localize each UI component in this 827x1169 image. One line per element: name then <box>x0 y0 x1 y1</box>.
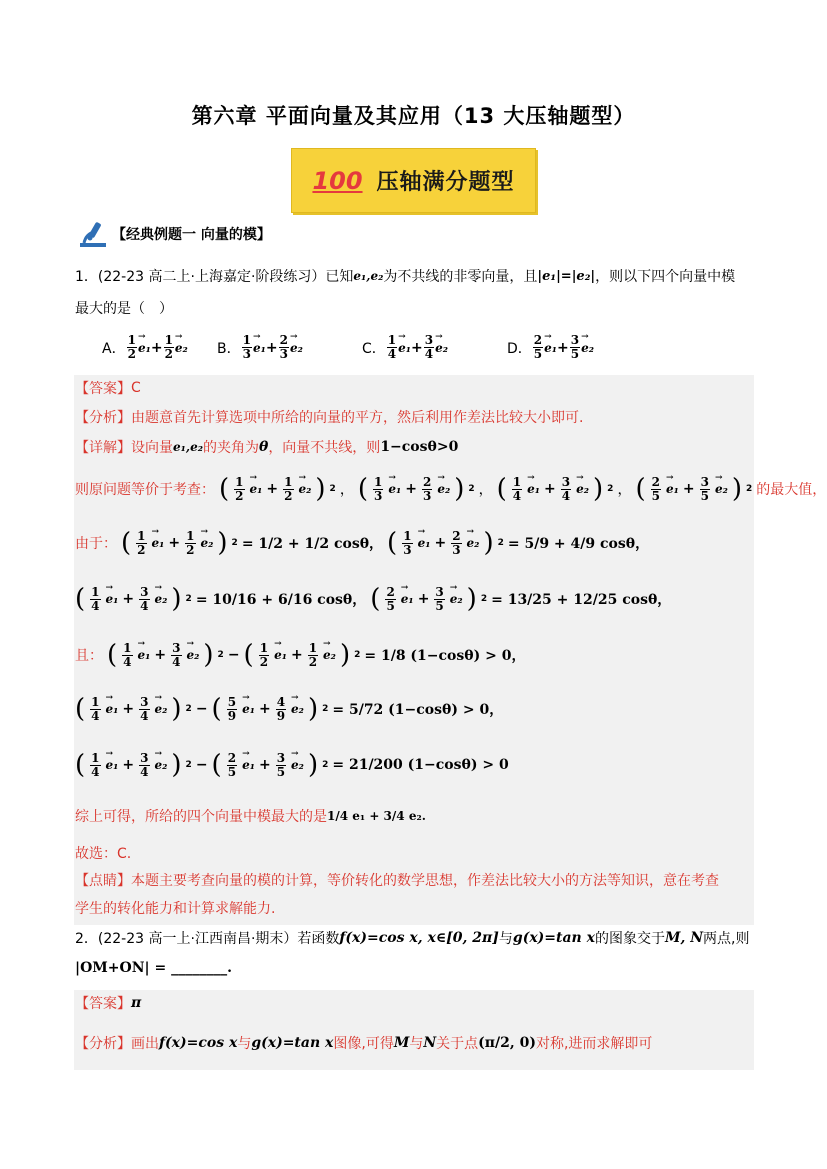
equation: = 1/8 (1−cosθ) > 0， <box>364 648 526 664</box>
analysis-line-2 <box>75 1033 652 1053</box>
question-2-tail: 两点,则 <box>703 931 750 947</box>
fraction: $\frac{3}{4}$ <box>424 333 434 361</box>
option-c[interactable]: C． $\frac{1}{4}$ → e₁ + $\frac{3}{4}$ → e₂ <box>362 334 507 361</box>
vector-pair: e₁,e₂ <box>353 269 384 283</box>
detail-tag: 【详解】 <box>75 440 131 456</box>
question-1-line-2: 最大的是（ ） <box>75 301 173 317</box>
detail-line-4: ( $\frac{1}{4}$ → e₁ + $\frac{3}{4}$ → e₂ ) 2 = 10/16 + 6/16 cosθ， ( $\frac{2}{5}$ → e₁ + $\frac{3}{5}$ → e₂ ) 2 = 13/25 + 12/25 cosθ， <box>75 584 671 614</box>
vector-pair: e₁,e₂ <box>173 440 203 454</box>
function-f: f(x)=cos x, x∈[0, 2π] <box>339 930 499 946</box>
detail-line-1 <box>75 437 458 457</box>
equation: = 10/16 + 6/16 cosθ， <box>195 592 367 608</box>
choose-line: 故选：C. <box>75 846 132 862</box>
banner-text: 压轴满分题型 <box>376 170 515 195</box>
option-a[interactable]: A． $\frac{1}{2}$ → e₁ + $\frac{1}{2}$ → e₂ <box>102 334 217 361</box>
point-n: N <box>423 1035 437 1051</box>
answer-tag: 【答案】 <box>75 381 131 397</box>
detail-line-3: 由于： ( $\frac{1}{2}$ → e₁ + $\frac{1}{2}$ → e₂ ) 2 = 1/2 + 1/2 cosθ， ( $\frac{1}{3}$ → e₁ + $\frac{2}{3}$ → e₂ ) 2 = 5/9 + 4/9 cosθ， <box>75 528 649 558</box>
question-1-suffix: ，则以下四个向量中模 <box>595 269 736 285</box>
option-label: B． <box>217 340 241 357</box>
microscope-icon <box>78 220 108 248</box>
fraction: $\frac{1}{2}$ <box>164 333 173 361</box>
detail-text: 设向量 <box>131 440 173 456</box>
question-1-source: 1．(22-23 高二上·上海嘉定·阶段练习）已知 <box>75 269 354 285</box>
detail-text: 则原问题等价于考查： <box>75 482 215 498</box>
conclusion-vector: 1/4 e₁ + 3/4 e₂. <box>327 809 426 823</box>
question-2-line-1 <box>75 928 749 948</box>
analysis-text: 图像,可得 <box>333 1036 394 1052</box>
detail-text: 且： <box>75 648 103 664</box>
section-header <box>78 220 271 248</box>
comment-line-1 <box>75 870 719 890</box>
detail-line-6: ( $\frac{1}{4}$ → e₁ + $\frac{3}{4}$ → e₂ ) 2 − ( $\frac{5}{9}$ → e₁ + $\frac{4}{9}$ → e₂ ) 2 = 5/72 (1−cosθ) > 0， <box>75 694 503 724</box>
option-label: A． <box>102 340 126 357</box>
equation: = 1/2 + 1/2 cosθ， <box>241 536 384 552</box>
analysis-text: 关于点 <box>436 1036 479 1052</box>
vector-e1: → e₁ <box>138 341 151 355</box>
answer-value: C <box>131 380 141 396</box>
conclusion-text: 综上可得，所给的四个向量中模最大的是 <box>75 809 327 825</box>
question-2-mid: 的图象交于 <box>594 931 665 947</box>
banner <box>291 148 536 213</box>
theta: θ <box>258 439 269 455</box>
question-1-mid: 为不共线的非零向量，且 <box>383 269 538 285</box>
equation: = 5/9 + 4/9 cosθ， <box>507 536 650 552</box>
detail-text: ，向量不共线，则 <box>268 440 381 456</box>
comment-tag: 【点睛】 <box>75 873 131 889</box>
analysis-text: 对称,进而求解即可 <box>535 1036 653 1052</box>
inequality: 1−cosθ>0 <box>380 439 459 455</box>
analysis-line <box>75 407 583 427</box>
page-title: 第六章 平面向量及其应用（13 大压轴题型） <box>191 104 636 128</box>
function-f: f(x)=cos x <box>159 1035 238 1051</box>
function-g: g(x)=tan x <box>512 930 595 946</box>
analysis-text: 与 <box>409 1036 424 1052</box>
analysis-tag: 【分析】 <box>75 1036 131 1052</box>
option-label: C． <box>362 340 386 357</box>
fraction: $\frac{2}{5}$ <box>533 333 543 361</box>
vector-e2: → e₂ <box>175 341 188 355</box>
detail-text: 由于： <box>75 536 117 552</box>
detail-line-2: 则原问题等价于考查： ( $\frac{1}{2}$ → e₁ + $\frac{1}{2}$ → e₂ ) 2 ， ( $\frac{1}{3}$ → e₁ + $\frac{2}{3}$ → e₂ ) 2 ， ( $\frac{1}{4}$ → e₁ + $\frac{3}{4}$ → e₂ ) 2 ， ( $\frac{2}{5}$ → e₁ + $\frac{3}{5}$ → e₂ ) 2 的最大值， <box>75 474 826 504</box>
connector: 与 <box>498 931 513 947</box>
option-b[interactable]: B． $\frac{1}{3}$ → e₁ + $\frac{2}{3}$ → e₂ <box>217 334 362 361</box>
answer-line-2 <box>75 993 141 1013</box>
analysis-text: 与 <box>237 1036 252 1052</box>
option-label: D． <box>507 340 532 357</box>
detail-line-7: ( $\frac{1}{4}$ → e₁ + $\frac{3}{4}$ → e₂ ) 2 − ( $\frac{2}{5}$ → e₁ + $\frac{3}{5}$ → e₂ ) 2 = 21/200 (1−cosθ) > 0 <box>75 750 509 780</box>
fraction: $\frac{3}{5}$ <box>570 333 580 361</box>
function-g: g(x)=tan x <box>251 1035 334 1051</box>
vector-e1: → e₁ <box>544 341 557 355</box>
point-m: M <box>393 1035 410 1051</box>
points-mn: M, N <box>664 930 704 946</box>
detail-line-5: 且： ( $\frac{1}{4}$ → e₁ + $\frac{3}{4}$ → e₂ ) 2 − ( $\frac{1}{2}$ → e₁ + $\frac{1}{2}$ → e₂ ) 2 = 1/8 (1−cosθ) > 0， <box>75 640 525 670</box>
equation: = 13/25 + 12/25 cosθ， <box>491 592 672 608</box>
vector-e2: → e₂ <box>581 341 594 355</box>
equation: = 21/200 (1−cosθ) > 0 <box>332 757 509 773</box>
vector-e2: → e₂ <box>290 341 303 355</box>
hundred-points-icon: 100 <box>312 166 363 195</box>
analysis-tag: 【分析】 <box>75 410 131 426</box>
vector-e2: → e₂ <box>435 341 448 355</box>
question-2-source: 2．(22-23 高一上·江西南昌·期末）若函数 <box>75 931 340 947</box>
fraction: $\frac{1}{2}$ <box>127 333 136 361</box>
option-d[interactable]: D． $\frac{2}{5}$ → e₁ + $\frac{3}{5}$ → e₂ <box>507 334 617 361</box>
conclusion-line <box>75 806 426 826</box>
question-2-line-2 <box>75 960 232 976</box>
section-label: 【经典例题一 向量的模】 <box>112 227 271 243</box>
answer-line <box>75 378 141 398</box>
fraction: $\frac{2}{3}$ <box>279 333 288 361</box>
detail-text: 的最大值， <box>756 482 827 498</box>
equation: = 5/72 (1−cosθ) > 0， <box>332 702 504 718</box>
detail-text: 的夹角为 <box>202 440 259 456</box>
vector-e1: → e₁ <box>253 341 266 355</box>
solution-block-2 <box>74 990 754 1070</box>
fraction: $\frac{1}{3}$ <box>242 333 251 361</box>
vector-e1: → e₁ <box>398 341 411 355</box>
answer-tag: 【答案】 <box>75 996 131 1012</box>
abs-equality: |e₁|=|e₂| <box>537 268 596 284</box>
analysis-text: 由题意首先计算选项中所给的向量的平方，然后利用作差法比较大小即可. <box>131 410 584 426</box>
fraction: $\frac{1}{4}$ <box>387 333 397 361</box>
question-1-line-1 <box>75 266 735 286</box>
question-1-options <box>102 334 617 361</box>
comment-text: 本题主要考查向量的模的计算，等价转化的数学思想，作差法比较大小的方法等知识，意在考查 <box>131 873 719 889</box>
comment-line-2: 学生的转化能力和计算求解能力. <box>75 901 276 917</box>
answer-value: π <box>131 995 142 1011</box>
symmetry-point: (π/2, 0) <box>478 1035 536 1051</box>
blank-expression: |OM+ON| = ________. <box>75 960 232 976</box>
analysis-text: 画出 <box>131 1036 159 1052</box>
